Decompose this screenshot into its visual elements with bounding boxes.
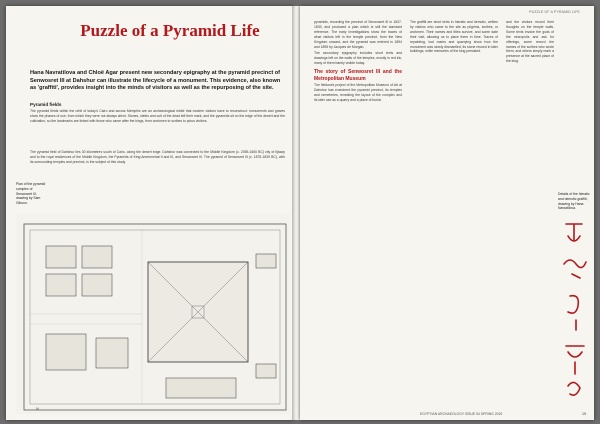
graffiti-glyph-2 (564, 260, 586, 278)
svg-text:N: N (36, 406, 39, 411)
body-paragraph: The pyramid field of Dahshur lies 30 kilometres south of Cairo, along the desert edge. Dahshur was connected to the Middle Kingdom (c. 2055-1650 BC) city of Itjtawy and to the royal residences of the Middle Kingdom, the Pyramids of King Amenemhat II and III, and Senwosret III. The pyramid of Senwosret III (c. 1878-1839 BC), with its surrounding temples and precinct, is the subject of this study. (30, 150, 285, 164)
section-heading: Pyramid fields (30, 102, 62, 107)
standfirst: Hana Navratilova and Chloë Agar present new secondary epigraphy at the pyramid precinct of Senwosret III at Dahshur can illustrate the lifecycle of a monument. This evidence, also known as 'graffiti', provides insight into the minds of visitors as well as the repurposing of the site. (30, 70, 281, 92)
south-temple (166, 378, 236, 398)
graffiti-glyph-4 (566, 346, 584, 374)
left-page (6, 6, 294, 420)
pyramid-plan-figure (16, 214, 290, 414)
body-paragraph: The fieldwork project of the Metropolitan Museum of Art at Dahshur has examined the pyramid precinct, its temples and cemeteries, revealing the layout of the complex and its later use as a quarry and a place of burial. (314, 82, 402, 102)
figure-caption: Plan of the pyramid complex of Senwosret III, drawing by Sam Gibson. (16, 182, 46, 206)
text-column-2 (410, 20, 498, 56)
page-number: 19 (582, 412, 586, 416)
article-title: Puzzle of a Pyramid Life (80, 21, 260, 40)
graffiti-caption: Details of the hieratic and demotic graffiti, drawing by Hana Navratilova. (558, 192, 590, 211)
graffiti-glyph-1 (566, 224, 582, 241)
right-page (300, 6, 594, 420)
graffiti-glyph-3 (568, 296, 578, 330)
text-column-1 (314, 20, 402, 105)
body-paragraph: and the visitors record their thoughts on the temple walls. Some texts invoke the gods of the necropolis and ask for offerings, some record the names of the scribes who wrote them, and others simply mark a presence at the sacred place of the king. (506, 20, 554, 64)
body-paragraph: The graffiti are short texts in hieratic and demotic, written by visitors who came to the site as pilgrims, scribes, or workmen. Their names and titles survive, and some date their visit, allowing us to place them in time. Traces of repainting, tool marks and quarrying show how the monument was slowly dismantled, its stone reused in later buildings, while memories of the king persisted. (410, 20, 498, 54)
body-paragraph: pyramids, recording the precinct of Senwosret III in 1837-1839, and produced a plan which is still the standard reference. The early investigations show the traces of what visitors left in the temple precinct, from the New Kingdom onward, and the pyramid was entered in 1894 and 1895 by Jacques de Morgan. (314, 20, 402, 49)
page-footer: EGYPTIAN ARCHAEOLOGY ISSUE 54 SPRING 2019 (420, 412, 503, 416)
graffiti-drawings (558, 216, 592, 406)
pyramid-outline (148, 262, 248, 362)
graffiti-glyph-5 (568, 382, 580, 395)
body-paragraph: The secondary epigraphy includes short texts and drawings left on the walls of the temples, mostly in red ink, many of them barely visible today. (314, 51, 402, 66)
body-paragraph: The pyramid fields within the orbit of today's Cairo and across Memphis are an archaeological riddle that modern visitors have to reconstruct: monuments and graves show the phases of use, from which they were not always silent. Stones, steles and cult of the dead left their mark, and the pyramids sit on the edge of the desert and the cultivation, so the landmarks are linked with those who came after the kings, from workmen to scribes to pious visitors. (30, 109, 285, 123)
text-column-3 (506, 20, 554, 66)
subheading: The story of Senwosret III and the Metropolitan Museum (314, 69, 402, 82)
running-head: PUZZLE OF A PYRAMID LIFE (529, 10, 580, 14)
